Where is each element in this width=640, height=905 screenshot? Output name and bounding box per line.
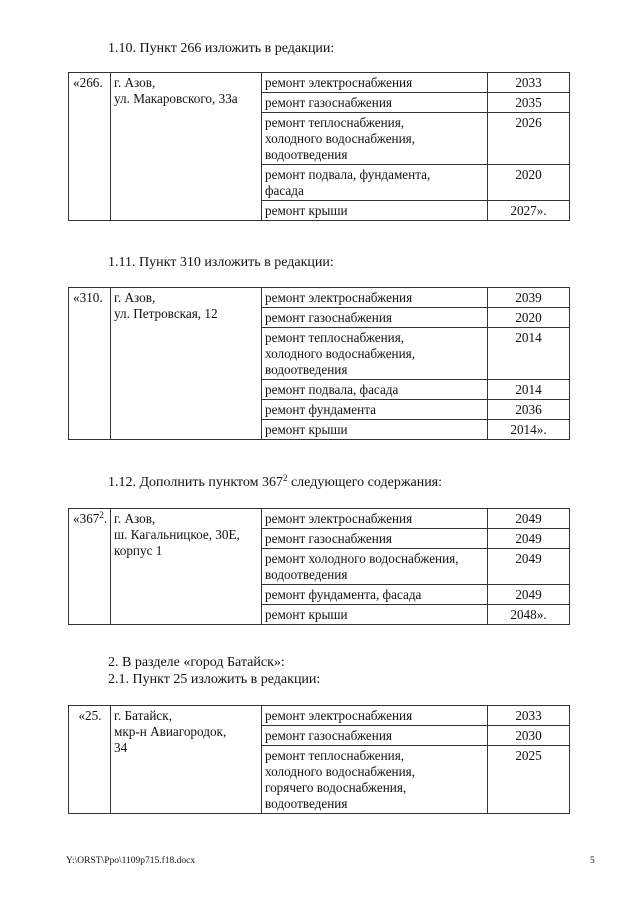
year-cell: 2049 xyxy=(488,509,570,529)
work-cell: ремонт холодного водоснабжения, водоотведения xyxy=(262,549,488,585)
work-cell: ремонт фундамента, фасада xyxy=(262,585,488,605)
section-heading-1-11: 1.11. Пункт 310 изложить в редакции: xyxy=(108,255,334,270)
page-number: 5 xyxy=(590,856,595,866)
work-cell: ремонт газоснабжения xyxy=(262,529,488,549)
work-cell: ремонт газоснабжения xyxy=(262,93,488,113)
year-cell: 2027». xyxy=(488,201,570,221)
heading-text: 1.12. Дополнить пунктом 367 xyxy=(108,475,283,490)
year-cell: 2030 xyxy=(488,726,570,746)
year-cell: 2025 xyxy=(488,746,570,814)
year-cell: 2026 xyxy=(488,113,570,165)
row-number-superscript: 2 xyxy=(99,510,104,520)
work-cell: ремонт электроснабжения xyxy=(262,509,488,529)
address-cell: г. Батайск, мкр-н Авиагородок, 34 xyxy=(111,706,262,814)
table-item-367-2 xyxy=(68,508,570,625)
work-cell: ремонт газоснабжения xyxy=(262,308,488,328)
work-cell: ремонт подвала, фундамента, фасада xyxy=(262,165,488,201)
work-cell: ремонт теплоснабжения, холодного водоснабжения, водоотведения xyxy=(262,328,488,380)
heading-superscript: 2 xyxy=(282,473,288,483)
table-item-266 xyxy=(68,72,570,221)
year-cell: 2039 xyxy=(488,288,570,308)
year-cell: 2049 xyxy=(488,585,570,605)
year-cell: 2020 xyxy=(488,308,570,328)
section-heading-1-12 xyxy=(108,474,442,491)
section-heading-2: 2. В разделе «город Батайск»: xyxy=(108,655,285,670)
work-cell: ремонт электроснабжения xyxy=(262,73,488,93)
address-cell: г. Азов, ул. Петровская, 12 xyxy=(111,288,262,440)
work-cell: ремонт газоснабжения xyxy=(262,726,488,746)
row-number: «310. xyxy=(69,288,111,440)
work-cell: ремонт крыши xyxy=(262,605,488,625)
work-cell: ремонт теплоснабжения, холодного водоснабжения, горячего водоснабжения, водоотведения xyxy=(262,746,488,814)
work-cell: ремонт теплоснабжения, холодного водоснабжения, водоотведения xyxy=(262,113,488,165)
year-cell: 2035 xyxy=(488,93,570,113)
year-cell: 2049 xyxy=(488,529,570,549)
row-number-text: «367 xyxy=(73,511,100,526)
work-cell: ремонт крыши xyxy=(262,201,488,221)
row-number-suffix: . xyxy=(103,511,108,526)
year-cell: 2036 xyxy=(488,400,570,420)
year-cell: 2014 xyxy=(488,380,570,400)
year-cell: 2033 xyxy=(488,73,570,93)
year-cell: 2014». xyxy=(488,420,570,440)
address-cell: г. Азов, ул. Макаровского, 33а xyxy=(111,73,262,221)
table-row xyxy=(69,706,570,726)
row-number: «266. xyxy=(69,73,111,221)
table-item-25 xyxy=(68,705,570,814)
year-cell: 2020 xyxy=(488,165,570,201)
work-cell: ремонт фундамента xyxy=(262,400,488,420)
heading-text: следующего содержания: xyxy=(287,475,443,490)
table-row xyxy=(69,288,570,308)
work-cell: ремонт электроснабжения xyxy=(262,288,488,308)
section-heading-2-1: 2.1. Пункт 25 изложить в редакции: xyxy=(108,672,321,687)
work-cell: ремонт подвала, фасада xyxy=(262,380,488,400)
year-cell: 2048». xyxy=(488,605,570,625)
table-row xyxy=(69,73,570,93)
year-cell: 2033 xyxy=(488,706,570,726)
table-item-310 xyxy=(68,287,570,440)
year-cell: 2014 xyxy=(488,328,570,380)
row-number: «25. xyxy=(69,706,111,814)
work-cell: ремонт крыши xyxy=(262,420,488,440)
row-number xyxy=(69,509,111,625)
footer-file-path: Y:\ORST\Ppo\1109p715.f18.docx xyxy=(66,856,196,866)
table-row xyxy=(69,509,570,529)
work-cell: ремонт электроснабжения xyxy=(262,706,488,726)
section-heading-1-10: 1.10. Пункт 266 изложить в редакции: xyxy=(108,41,335,56)
address-cell: г. Азов, ш. Кагальницкое, 30Е, корпус 1 xyxy=(111,509,262,625)
year-cell: 2049 xyxy=(488,549,570,585)
